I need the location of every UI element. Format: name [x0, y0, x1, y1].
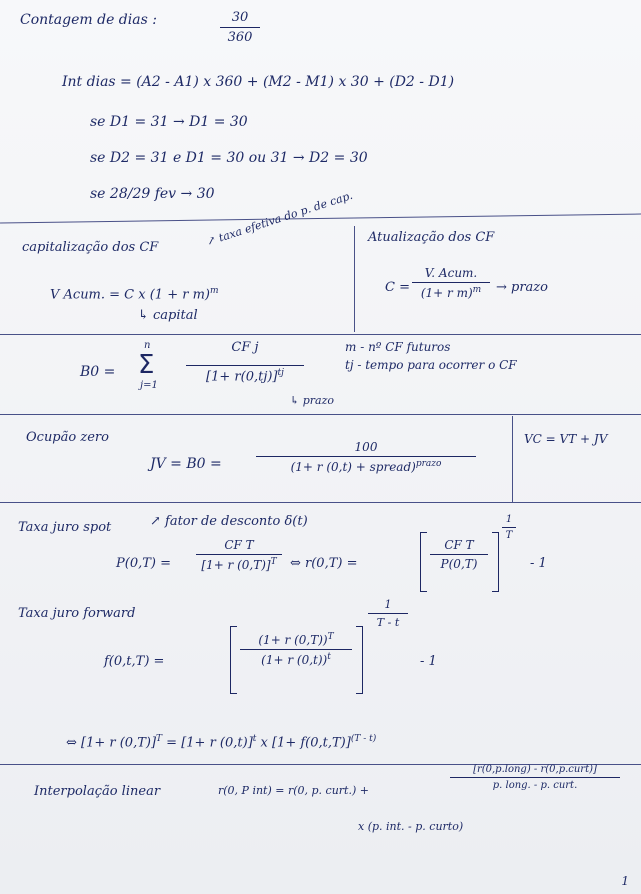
forward-minus-one: - 1: [420, 654, 437, 669]
divider-3: [0, 414, 641, 415]
forward-bar: [240, 649, 352, 650]
forward-left-bracket: [230, 626, 237, 694]
update-den-text: (1+ r m): [420, 286, 473, 301]
prazo-note: ↳ prazo: [290, 394, 334, 407]
sum-upper-limit: n: [144, 340, 151, 351]
divider-2: [0, 334, 641, 335]
value-relation: VC = VT + JV: [524, 432, 608, 446]
spot-price-fraction: [196, 538, 282, 572]
spot-denominator: [196, 557, 282, 572]
equiv-exp-1: T: [156, 734, 163, 744]
spot-inner-bar: [430, 554, 488, 555]
rule-d2: se D2 = 31 e D1 = 30 ou 31 → D2 = 30: [90, 150, 368, 166]
zero-coupon-lhs: JV = B0 =: [150, 456, 222, 472]
rule-feb: se 28/29 fev → 30: [90, 186, 215, 202]
spot-inner-denominator: P(0,T): [440, 557, 478, 572]
forward-numerator: [240, 632, 352, 647]
update-lhs: C =: [385, 280, 410, 295]
fraction-denominator: 360: [227, 30, 253, 46]
day-count-title: Contagem de dias :: [20, 12, 157, 28]
fwd-exp-denominator: T - t: [376, 616, 400, 630]
fwd-num-exponent: T: [327, 632, 334, 642]
fwd-exp-numerator: 1: [384, 598, 392, 611]
spot-rate-title: Taxa juro spot: [18, 520, 112, 535]
spot-bar: [196, 554, 282, 555]
interp-bar: [450, 777, 620, 778]
fwd-num-text: (1+ r (0,T)): [258, 633, 328, 647]
update-title: Atualização dos CF: [368, 230, 495, 245]
fwd-den-text: (1+ r (0,t)): [261, 653, 328, 668]
update-prazo: → prazo: [496, 280, 548, 295]
zero-coupon-numerator: 100: [354, 440, 378, 454]
day-count-fraction: [220, 10, 260, 45]
bond-price-lhs: B0 =: [80, 364, 116, 380]
spot-exp-denominator: T: [505, 530, 513, 542]
divider-vertical-1: [354, 226, 355, 332]
spot-den-exponent: T: [270, 557, 277, 568]
zc-den-text: (1+ r (0,t) + spread): [290, 460, 416, 475]
forward-right-bracket: [356, 626, 363, 694]
int-days-label: Int dias = (A: [62, 74, 152, 90]
bond-price-fraction: [186, 340, 304, 385]
discount-factor-note: ↗ fator de desconto δ(t): [150, 514, 308, 529]
interest-days-formula: [62, 74, 454, 90]
update-numerator: V. Acum.: [424, 266, 478, 280]
effective-rate-note: ↗ taxa efetiva do p. de cap.: [205, 188, 355, 249]
zero-coupon-title: Ocupão zero: [26, 430, 109, 445]
forward-lhs: f(0,t,T) =: [104, 654, 165, 669]
zero-coupon-fraction: [256, 440, 476, 474]
capitalization-formula: [50, 286, 219, 302]
fraction-bar: [220, 27, 260, 28]
spot-minus-one: - 1: [530, 556, 547, 571]
equiv-part-2: = [1+ r (0,t)]: [162, 735, 253, 751]
spot-inner-numerator: CF T: [444, 538, 474, 552]
update-bar: [412, 282, 490, 283]
int-days-rest: 2 - A1) x 360 + (M2 - M1) x 30 + (D2 - D1): [151, 74, 455, 90]
forward-rate-title: Taxa juro forward: [18, 606, 136, 621]
spot-inner-fraction: [430, 538, 488, 571]
spot-exp-numerator: 1: [505, 514, 513, 525]
spot-exponent-fraction: [502, 514, 516, 541]
zc-den-exponent: prazo: [415, 459, 442, 470]
divider-1: [0, 214, 641, 224]
sigma-icon: Σ: [138, 350, 155, 380]
spot-numerator: CF T: [224, 538, 254, 552]
bond-den-exponent: tj: [277, 368, 284, 379]
interp-numerator: [r(0,p.long) - r(0,p.curt)]: [473, 764, 597, 775]
update-den-exponent: m: [472, 285, 482, 296]
m-definition: m - nº CF futuros: [345, 340, 451, 354]
forward-exponent-fraction: [368, 598, 408, 629]
interpolation-fraction: [450, 764, 620, 791]
sum-lower-limit: j=1: [140, 380, 158, 391]
rule-d1: se D1 = 31 → D1 = 30: [90, 114, 248, 130]
page-number: 1: [621, 874, 629, 888]
zero-coupon-denominator: [256, 459, 476, 474]
spot-den-text: [1+ r (0,T)]: [201, 558, 271, 573]
right-bracket: [492, 532, 499, 592]
equiv-part-1: ⇔ [1+ r (0,T)]: [66, 735, 157, 751]
cap-formula-text: V Acum. = C x (1 + r m): [50, 287, 210, 303]
bond-bar: [186, 365, 304, 366]
tj-definition: tj - tempo para ocorrer o CF: [345, 358, 517, 372]
forward-fraction: [240, 632, 352, 667]
bond-denominator: [186, 368, 304, 384]
spot-exp-bar: [502, 527, 516, 528]
bond-den-text: [1+ r(0,tj)]: [206, 369, 278, 385]
bond-numerator: CF j: [231, 340, 259, 355]
fwd-exp-bar: [368, 613, 408, 614]
fwd-den-exponent: t: [327, 652, 331, 663]
equiv-part-3: x [1+ f(0,t,T)]: [256, 735, 351, 751]
interpolation-tail: x (p. int. - p. curto): [358, 820, 464, 833]
update-fraction: [412, 266, 490, 300]
forward-equivalence: [66, 734, 376, 750]
spot-equivalence: ⇔ r(0,T) =: [290, 556, 358, 571]
zero-coupon-bar: [256, 456, 476, 457]
interpolation-lhs: r(0, P int) = r(0, p. curt.) +: [218, 784, 369, 797]
capital-note: ↳ capital: [138, 308, 198, 323]
spot-price-lhs: P(0,T) =: [116, 556, 171, 571]
update-denominator: [412, 285, 490, 300]
fraction-numerator: 30: [231, 10, 249, 25]
divider-4: [0, 502, 641, 503]
equiv-exp-3: (T - t): [350, 734, 377, 744]
left-bracket: [420, 532, 427, 592]
cap-formula-exponent: m: [209, 286, 219, 296]
equiv-exp-2: t: [252, 734, 257, 744]
interpolation-title: Interpolação linear: [34, 784, 161, 799]
capitalization-title: capitalização dos CF: [22, 240, 159, 255]
divider-vertical-2: [512, 416, 513, 502]
interp-denominator: p. long. - p. curt.: [492, 780, 578, 792]
forward-denominator: [240, 652, 352, 667]
